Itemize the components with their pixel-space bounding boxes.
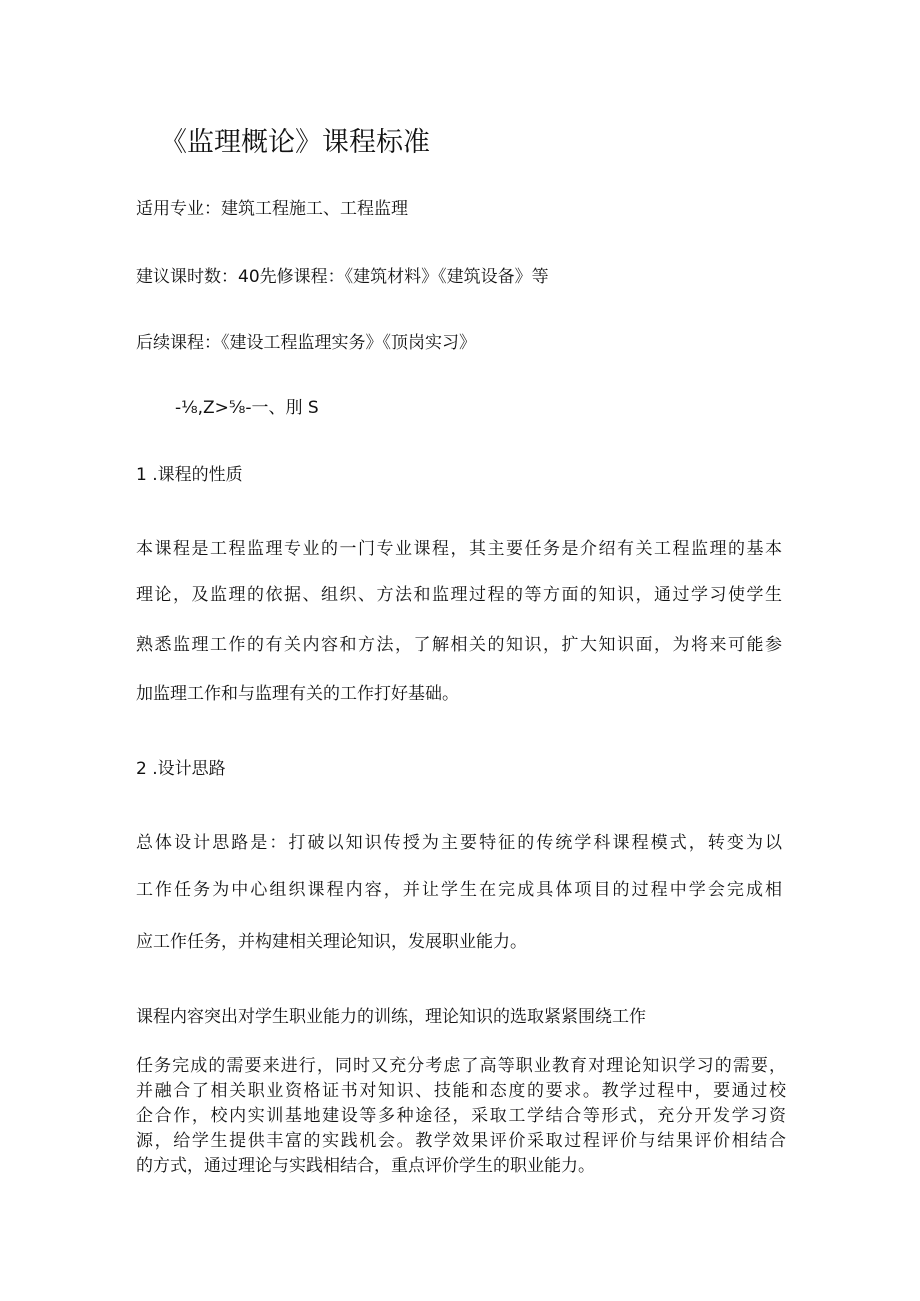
document-title: 《监理概论》课程标准	[160, 127, 430, 158]
paragraph-line: 应工作任务，并构建相关理论知识，发展职业能力。	[136, 932, 527, 952]
paragraph-line: 理论，及监理的依据、组织、方法和监理过程的等方面的知识，通过学习使学生	[136, 585, 782, 605]
paragraph-line: 任务完成的需要来进行，同时又充分考虑了高等职业教育对理论知识学习的需要，	[136, 1056, 786, 1076]
paragraph-line: 总体设计思路是：打破以知识传授为主要特征的传统学科课程模式，转变为以	[136, 833, 782, 853]
paragraph-line: 源，给学生提供丰富的实践机会。教学效果评价采取过程评价与结果评价相结合	[136, 1131, 786, 1151]
applicable-majors: 适用专业：建筑工程施工、工程监理	[136, 199, 408, 219]
paragraph-line: 熟悉监理工作的有关内容和方法，了解相关的知识，扩大知识面，为将来可能参	[136, 635, 782, 655]
paragraph-line: 课程内容突出对学生职业能力的训练，理论知识的选取紧紧围绕工作	[136, 1007, 646, 1027]
section-heading: 1 .课程的性质	[136, 465, 243, 485]
paragraph-line: 企合作，校内实训基地建设等多种途径，采取工学结合等形式，充分开发学习资	[136, 1106, 786, 1126]
paragraph-line: 的方式，通过理论与实践相结合，重点评价学生的职业能力。	[136, 1156, 595, 1176]
paragraph-line: 本课程是工程监理专业的一门专业课程，其主要任务是介绍有关工程监理的基本	[136, 539, 782, 559]
follow-up-courses: 后续课程：《建设工程监理实务》《顶岗实习》	[136, 333, 476, 353]
hours-prerequisites: 建议课时数：40先修课程：《建筑材料》《建筑设备》等	[136, 267, 549, 287]
paragraph-line: 加监理工作和与监理有关的工作打好基础。	[136, 684, 459, 704]
dense-paragraph	[136, 1054, 786, 1179]
paragraph-line: 并融合了相关职业资格证书对知识、技能和态度的要求。教学过程中，要通过校	[136, 1081, 786, 1101]
paragraph-line: 工作任务为中心组织课程内容，并让学生在完成具体项目的过程中学会完成相	[136, 880, 782, 900]
section-heading: 2 .设计思路	[136, 759, 226, 779]
preface-heading: -⅛,Z>⅝-一、刖 S	[175, 398, 319, 418]
